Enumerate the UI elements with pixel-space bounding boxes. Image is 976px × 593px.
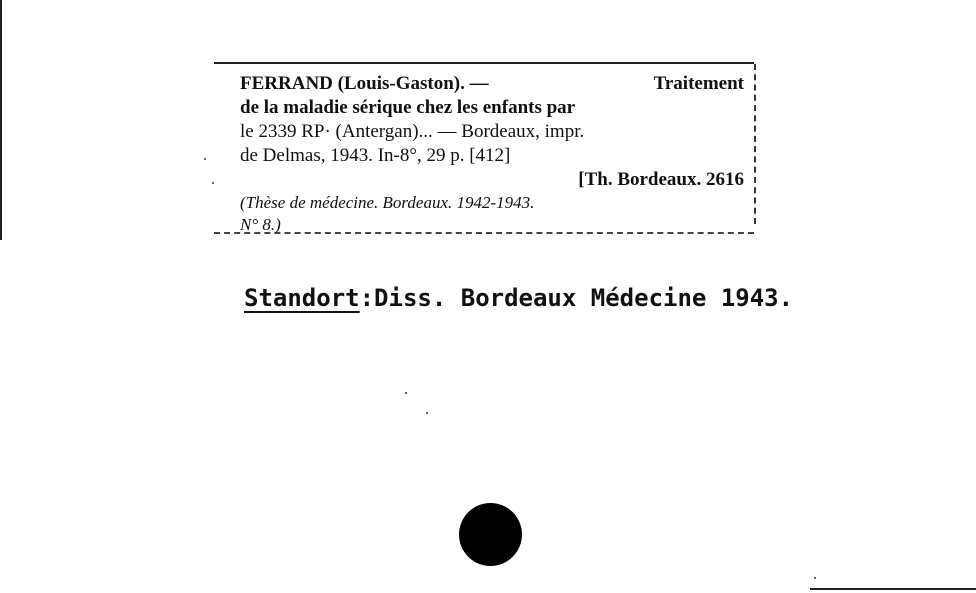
entry-line-4: de Delmas, 1943. In-8°, 29 p. [412] bbox=[240, 145, 511, 166]
pasted-clipping bbox=[214, 62, 754, 234]
entry-author: FERRAND (Louis-Gaston). — bbox=[240, 73, 489, 94]
entry-note-line-1: (Thèse de médecine. Bordeaux. 1942-1943. bbox=[240, 193, 535, 212]
entry-title-start: Traitement bbox=[653, 73, 744, 94]
entry-note-line-2: N° 8.) bbox=[240, 215, 281, 234]
entry-thesis-ref: [Th. Bordeaux. 2616 bbox=[578, 169, 744, 190]
dust-speck bbox=[814, 577, 816, 579]
clipping-right-edge bbox=[752, 64, 756, 224]
punch-hole bbox=[459, 503, 522, 566]
entry-line-3: le 2339 RP· (Antergan)... — Bordeaux, impr. bbox=[240, 121, 585, 142]
standort-line bbox=[244, 284, 793, 312]
bibliographic-entry bbox=[240, 72, 744, 236]
dust-speck bbox=[405, 392, 407, 394]
dust-speck bbox=[212, 182, 214, 184]
entry-line-1 bbox=[240, 72, 744, 96]
standort-value: :Diss. Bordeaux Médecine 1943. bbox=[359, 284, 794, 312]
card-left-edge bbox=[0, 0, 2, 240]
dust-speck bbox=[426, 412, 428, 414]
card-bottom-rule bbox=[810, 588, 976, 590]
dust-speck bbox=[204, 158, 206, 160]
standort-label: Standort bbox=[244, 284, 360, 312]
entry-line-2: de la maladie sérique chez les enfants par bbox=[240, 97, 576, 118]
